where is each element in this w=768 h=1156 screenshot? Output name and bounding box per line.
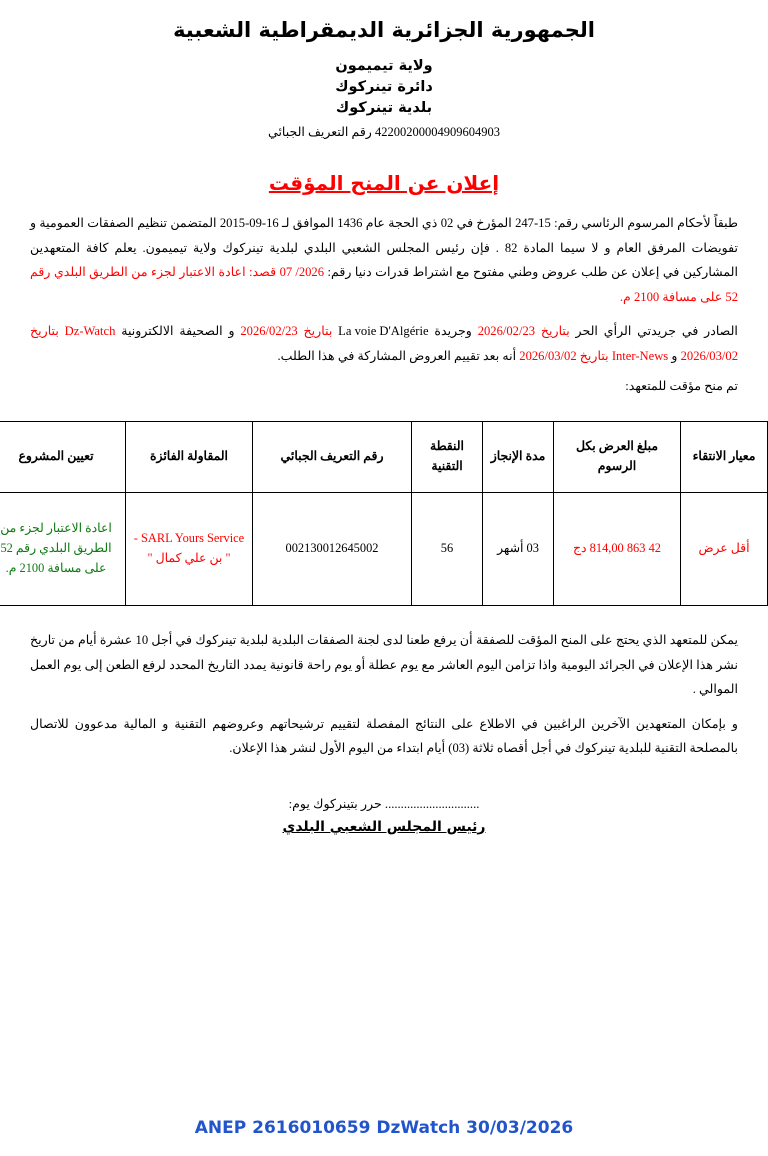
header-projet: تعيين المشروع (0, 422, 126, 493)
publications-suffix: أنه بعد تقييم العروض المشاركة في هذا الطلب. (277, 348, 517, 363)
anep-footer: ANEP 2616010659 DzWatch 30/03/2026 (194, 1118, 574, 1138)
paragraph-appeal: يمكن للمتعهد الذي يحتج على المنح المؤقت للصفقة أن يرفع طعنا لدى لجنة الصفقات البلدية لبلدية تينركوك في أجل 10 عشرة أيام من تاريخ نشر هذا الإعلان في الجرائد اليومية واذا تزامن اليوم العاشر مع يوم عطلة أو يوم راحة قانونية يمدد التاريخ المحدد لرفع الطعن إلى يوم العمل الموالي . (30, 633, 738, 697)
baladia-line: بلدية تينركوك (335, 100, 433, 117)
daira-line: دائرة تينركوك (335, 79, 433, 96)
newspaper-2-date-label: بتاريخ (303, 324, 333, 339)
publications-conj-4: و (671, 348, 678, 363)
newspaper-4-date-label: بتاريخ (579, 348, 609, 363)
newspaper-3-date-label: بتاريخ (30, 324, 59, 339)
newspaper-3: Dz-Watch (64, 324, 116, 339)
header-entreprise: المقاولة الفائزة (126, 422, 253, 493)
document-body (0, 211, 768, 399)
document-page (0, 18, 768, 1156)
header-note-technique: النقطة التقنية (412, 422, 483, 493)
publications-prefix: الصادر في جريدتي (637, 324, 738, 339)
nif-line (0, 123, 768, 141)
paragraph-publications (30, 319, 738, 368)
award-table-body (0, 493, 768, 606)
cell-duree: 03 أشهر (483, 493, 554, 606)
nif-value: 42200200004909604903 (374, 125, 500, 140)
cell-note-technique: 56 (412, 493, 483, 606)
table-row (0, 493, 768, 606)
cell-critere: أقل عرض (681, 493, 768, 606)
award-table-head (0, 422, 768, 493)
cell-projet: اعادة الاعتبار لجزء من الطريق البلدي رقم 52 على مسافة 2100 م. (0, 493, 126, 606)
document-footer-text (0, 628, 768, 761)
table-header-row (0, 422, 768, 493)
cell-entreprise: SARL Yours Service - " بن علي كمال " (126, 493, 253, 606)
header-montant: مبلغ العرض بكل الرسوم (554, 422, 681, 493)
tender-object: اعادة الاعتبار لجزء من الطريق البلدي رقم 52 على مسافة 2100 م. (30, 265, 738, 304)
newspaper-3-date: 2026/03/02 (680, 348, 738, 363)
cell-montant: 42 863 814,00 دج (554, 493, 681, 606)
publications-conj-2: وجريدة (434, 324, 472, 339)
signature-title: رئيس المجلس الشعبي البلدي (282, 818, 486, 835)
paragraph-legal-basis (30, 211, 738, 309)
signature-date-dots: .............................. (384, 796, 480, 811)
paragraph-provisional-award: تم منح مؤقت للمتعهد: (625, 379, 738, 394)
republic-heading: الجمهورية الجزائرية الديمقراطية الشعبية (173, 18, 595, 42)
signature-block (0, 795, 768, 835)
signature-date-label: حرر بتينركوك يوم: (288, 796, 382, 811)
page-title: إعلان عن المنح المؤقت (268, 171, 500, 196)
newspaper-1: الرأي الحر (575, 324, 632, 339)
paragraph-other-bidders: و بإمكان المتعهدين الآخرين الراغبين في الاطلاع على النتائج المفصلة لتقييم ترشيحاتهم وعروضهم التقنية و المالية مدعوون للاتصال بالمصلحة التقنية للبلدية تينركوك في أجل أقصاه ثلاثة (03) أيام ابتداء من اليوم الأول لنشر هذا الإعلان. (30, 716, 738, 756)
header-critere: معيار الانتقاء (681, 422, 768, 493)
cell-nif (253, 493, 412, 606)
newspaper-4-date: 2026/03/02 (519, 348, 577, 363)
newspaper-4: Inter-News (611, 348, 669, 363)
tender-number: 07 /2026 (279, 265, 325, 280)
legal-basis-text: طبقاً لأحكام المرسوم الرئاسي رقم: 15-247 المؤرخ في 02 ذي الحجة عام 1436 الموافق لـ 16-09-2015 المتضمن تنظيم الصفقات العمومية و تفويضات المرفق العام و لا سيما المادة 82 . فإن رئيس المجلس الشعبي البلدي لبلدية تينركوك ولاية تيميمون. يعلم كافة المتعهدين المشاركين في إعلان عن طلب عروض وطني مفتوح مع اشتراط قدرات دنيا رقم: (30, 216, 739, 280)
cell-nif-value: 002130012645002 (285, 541, 379, 556)
signature-date-line (289, 796, 480, 812)
header-nif: رقم التعريف الجبائي (253, 422, 412, 493)
award-table (0, 421, 768, 606)
publications-conj-3: و الصحيفة الالكترونية (121, 324, 235, 339)
wilaya-line: ولاية تيميمون (335, 58, 433, 74)
administration-block (0, 56, 768, 141)
newspaper-2-date: 2026/02/23 (240, 324, 298, 339)
nif-label: رقم التعريف الجبائي (268, 125, 372, 140)
newspaper-1-date: 2026/02/23 (477, 324, 536, 339)
newspaper-2: La voie D'Algérie (338, 324, 429, 339)
tender-object-label: قصد: (249, 265, 277, 280)
header-duree: مدة الإنجاز (483, 422, 554, 493)
newspaper-1-date-label: بتاريخ (540, 324, 570, 339)
